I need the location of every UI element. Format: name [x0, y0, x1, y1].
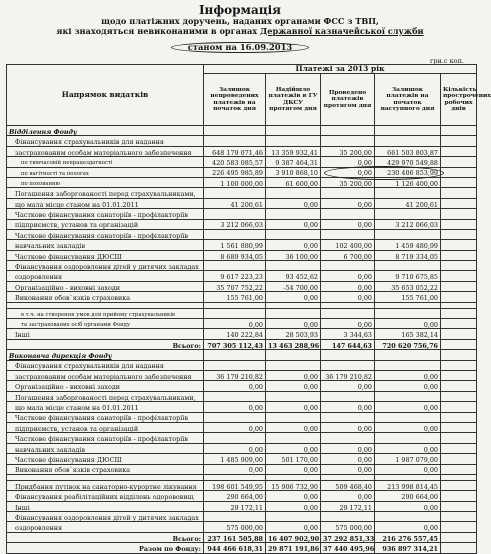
value-cell [321, 261, 375, 271]
value-cell [204, 209, 266, 219]
value-cell: 9 710 675,85 [375, 271, 441, 281]
value-cell [375, 188, 441, 198]
value-cell: 1 485 909,00 [204, 454, 266, 464]
value-cell: 29 172,11 [204, 501, 266, 511]
document-title: Інформація [198, 3, 282, 17]
value-cell [441, 198, 477, 208]
value-cell [441, 308, 477, 318]
row-label: підприємств, установ та організацій [7, 422, 204, 432]
empty-cell [321, 350, 375, 360]
empty-cell [266, 126, 321, 136]
value-cell [321, 512, 375, 522]
row-label: та застрахованих осіб органами Фонду [7, 319, 204, 329]
row-label: Фінансування оздоровлення дітей у дитячих закладах [7, 261, 204, 271]
value-cell: 3 212 066,03 [204, 219, 266, 229]
value-cell: 29 871 191,86 [266, 543, 321, 553]
row-label: застрахованим особам матеріального забезпечення [7, 146, 204, 156]
value-cell: 35 707 752,22 [204, 281, 266, 291]
value-cell: 9 617 223,23 [204, 271, 266, 281]
value-cell: 707 305 112,43 [204, 339, 266, 349]
value-cell: 0,00 [266, 464, 321, 474]
row-label: по похованню [7, 177, 204, 187]
value-cell: 0,00 [321, 319, 375, 329]
row-label: що мала місце станом на 01.01.2011 [7, 198, 204, 208]
value-cell: 155 761,00 [204, 292, 266, 302]
value-cell: 0,00 [375, 501, 441, 511]
column-header-end-balance: Залишок платежів на початок наступного дня [375, 74, 441, 126]
value-cell [441, 480, 477, 490]
value-cell [441, 209, 477, 219]
value-cell: 8 689 934,05 [204, 250, 266, 260]
value-cell: 8 719 334,05 [375, 250, 441, 260]
column-header-overdue-days: Кількість прострочених робочих днів [441, 74, 477, 126]
header-line-2-text: які знаходяться невиконаними в органах [56, 25, 261, 36]
table-row [7, 360, 477, 370]
value-cell [266, 433, 321, 443]
row-label: Разом по Фонду: [7, 543, 204, 553]
value-cell: 0,00 [266, 240, 321, 250]
value-cell: -54 700,00 [266, 281, 321, 291]
row-label: Часткове фінансування санаторіїв - профілакторіїв [7, 229, 204, 239]
row-label: Виконання обов`язків страховика [7, 464, 204, 474]
value-cell: 13 463 288,96 [266, 339, 321, 349]
value-cell [441, 370, 477, 380]
value-cell: 230 406 853,99 [375, 167, 441, 177]
row-label: оздоровлення [7, 522, 204, 532]
section-label: Виконавча дирекція Фонду [7, 350, 204, 360]
value-cell: 9 387 464,31 [266, 157, 321, 167]
row-label: Погашення заборгованості перед страхувальниками, [7, 188, 204, 198]
value-cell: 429 970 549,88 [375, 157, 441, 167]
value-cell: 0,00 [375, 381, 441, 391]
value-cell: 93 452,62 [266, 271, 321, 281]
value-cell [375, 433, 441, 443]
table-row [7, 480, 477, 490]
table-row [7, 491, 477, 501]
row-label: Придбання путівок на санаторно-курортне лікування [7, 480, 204, 490]
value-cell [441, 329, 477, 339]
value-cell: 575 000,00 [321, 522, 375, 532]
value-cell [375, 261, 441, 271]
value-cell: 0,00 [204, 443, 266, 453]
value-cell: 0,00 [321, 491, 375, 501]
value-cell [441, 188, 477, 198]
value-cell: 0,00 [204, 422, 266, 432]
row-label: Всього: [7, 532, 204, 542]
row-label: Фінансування страхувальників для надання [7, 136, 204, 146]
table-row [7, 329, 477, 339]
value-cell: 0,00 [321, 219, 375, 229]
value-cell: 290 664,00 [375, 491, 441, 501]
value-cell: 0,00 [266, 443, 321, 453]
value-cell [321, 308, 375, 318]
value-cell [441, 543, 477, 553]
row-label: застрахованим особам матеріального забезпечення [7, 370, 204, 380]
value-cell [375, 391, 441, 401]
empty-cell [204, 126, 266, 136]
value-cell: 1 459 480,99 [375, 240, 441, 250]
value-cell [321, 412, 375, 422]
value-cell: 36 100,00 [266, 250, 321, 260]
value-cell: 0,00 [375, 522, 441, 532]
value-cell: 720 620 756,76 [375, 339, 441, 349]
value-cell [441, 281, 477, 291]
value-cell [441, 402, 477, 412]
column-header-start-balance: Залишок непроведених платежів на початок дня [204, 74, 266, 126]
value-cell [441, 491, 477, 501]
value-cell [441, 229, 477, 239]
value-cell [266, 188, 321, 198]
row-label: навчальних закладів [7, 240, 204, 250]
section-row [7, 350, 477, 360]
row-label: навчальних закладів [7, 443, 204, 453]
value-cell [266, 209, 321, 219]
value-cell [441, 360, 477, 370]
value-cell [441, 319, 477, 329]
value-cell [204, 391, 266, 401]
document-header [0, 0, 480, 54]
value-cell [375, 412, 441, 422]
handwritten-oval-mark [324, 166, 444, 180]
row-label: в т.ч. на створення умов для прийому страхувальників [7, 308, 204, 318]
value-cell: 213 998 814,45 [375, 480, 441, 490]
value-cell [375, 209, 441, 219]
value-cell [441, 250, 477, 260]
value-cell [204, 512, 266, 522]
value-cell [441, 391, 477, 401]
table-row [7, 464, 477, 474]
value-cell [441, 501, 477, 511]
value-cell [266, 136, 321, 146]
value-cell: 0,00 [321, 422, 375, 432]
value-cell: 155 761,00 [375, 292, 441, 302]
value-cell [321, 188, 375, 198]
value-cell [204, 433, 266, 443]
value-cell [321, 433, 375, 443]
value-cell: 147 644,63 [321, 339, 375, 349]
value-cell: 0,00 [321, 167, 375, 177]
value-cell [204, 412, 266, 422]
value-cell: 648 179 071,46 [204, 146, 266, 156]
header-line-2 [0, 27, 480, 36]
table-row [7, 381, 477, 391]
payments-table [6, 64, 491, 554]
value-cell: 0,00 [204, 464, 266, 474]
value-cell [321, 209, 375, 219]
value-cell [375, 229, 441, 239]
row-label: Інші [7, 329, 204, 339]
value-cell: 15 906 732,90 [266, 480, 321, 490]
value-cell: 0,00 [321, 443, 375, 453]
value-cell: 36 179 210,82 [204, 370, 266, 380]
value-cell: 0,00 [266, 491, 321, 501]
value-cell [441, 292, 477, 302]
value-cell [266, 360, 321, 370]
value-cell [441, 422, 477, 432]
value-cell: 0,00 [266, 402, 321, 412]
value-cell [441, 433, 477, 443]
value-cell: 237 161 505,88 [204, 532, 266, 542]
value-cell [204, 308, 266, 318]
value-cell: 0,00 [375, 370, 441, 380]
value-cell: 1 126 400,00 [375, 177, 441, 187]
value-cell [375, 360, 441, 370]
row-label: Фінансування реабілітаційних відділень одорововищ [7, 491, 204, 501]
value-cell [375, 512, 441, 522]
column-header-received: Надійшло платежів в ГУ ДКСУ протягом дня [266, 74, 321, 126]
value-cell: 37 292 851,33 [321, 532, 375, 542]
value-cell: 0,00 [321, 464, 375, 474]
value-cell: 13 359 932,41 [266, 146, 321, 156]
value-cell: 0,00 [321, 292, 375, 302]
value-cell [441, 339, 477, 349]
value-cell: 0,00 [266, 219, 321, 229]
row-label: підприємств, установ та організацій [7, 219, 204, 229]
value-cell: 140 222,84 [204, 329, 266, 339]
row-label: Організаційно - виховні заходи [7, 281, 204, 291]
value-cell [441, 532, 477, 542]
value-cell [321, 360, 375, 370]
value-cell [204, 360, 266, 370]
total-row [7, 543, 477, 553]
value-cell [441, 240, 477, 250]
column-header-direction: Напрямок видатків [7, 65, 204, 126]
value-cell [441, 512, 477, 522]
value-cell [204, 136, 266, 146]
value-cell: 1 100 000,00 [204, 177, 266, 187]
value-cell: 0,00 [321, 402, 375, 412]
table-row [7, 443, 477, 453]
value-cell [441, 177, 477, 187]
value-cell [321, 229, 375, 239]
value-cell: 290 664,00 [204, 491, 266, 501]
table-row [7, 198, 477, 208]
value-cell [441, 381, 477, 391]
value-cell: 61 600,00 [266, 177, 321, 187]
value-cell: 0,00 [321, 454, 375, 464]
value-cell: 226 495 985,89 [204, 167, 266, 177]
value-cell: 0,00 [375, 443, 441, 453]
section-row [7, 126, 477, 136]
value-cell [441, 167, 477, 177]
value-cell: 0,00 [266, 198, 321, 208]
value-cell [441, 136, 477, 146]
value-cell: 35 653 052,22 [375, 281, 441, 291]
value-cell: 35 200,00 [321, 146, 375, 156]
row-label: Фінансування страхувальників для надання [7, 360, 204, 370]
value-cell: 41 200,61 [204, 198, 266, 208]
empty-cell [375, 350, 441, 360]
value-cell: 41 200,61 [375, 198, 441, 208]
value-cell: 28 503,93 [266, 329, 321, 339]
value-cell: 0,00 [204, 319, 266, 329]
value-cell [266, 308, 321, 318]
value-cell [441, 443, 477, 453]
header-line-1: щодо платіжних доручень, наданих органами ФСС з ТВП, [101, 16, 379, 27]
row-label: Часткове фінансування санаторіїв - профілакторіїв [7, 412, 204, 422]
value-cell: 944 466 618,31 [204, 543, 266, 553]
row-label: по тимчасовій непрацездатності [7, 157, 204, 167]
value-cell: 0,00 [266, 319, 321, 329]
table-row [7, 522, 477, 532]
value-cell: 3 344,63 [321, 329, 375, 339]
header-line-2-underlined: Державної казначейської служби [260, 25, 424, 36]
value-cell [321, 136, 375, 146]
value-cell [266, 512, 321, 522]
row-label: Фінансування оздоровлення дітей у дитячих закладах [7, 512, 204, 522]
empty-cell [266, 350, 321, 360]
table-row [7, 454, 477, 464]
row-label: по вагітності та пологах [7, 167, 204, 177]
value-cell [441, 464, 477, 474]
value-cell [266, 229, 321, 239]
table-row [7, 422, 477, 432]
row-label: Часткове фінансування санаторіїв - профілакторіїв [7, 433, 204, 443]
value-cell [266, 261, 321, 271]
row-label: Інші [7, 501, 204, 511]
column-header-processed: Проведено платежів протягом дня [321, 74, 375, 126]
value-cell [441, 454, 477, 464]
value-cell [204, 261, 266, 271]
value-cell [266, 412, 321, 422]
value-cell [441, 412, 477, 422]
column-group-header: Платежі за 2013 рік [204, 65, 477, 74]
value-cell: 0,00 [266, 501, 321, 511]
value-cell [441, 271, 477, 281]
table-row [7, 219, 477, 229]
value-cell: 0,00 [321, 271, 375, 281]
row-label: Погашення заборгованості перед страхувальниками, [7, 391, 204, 401]
row-label: оздоровлення [7, 271, 204, 281]
row-label: Часткове фінансування ДЮСШ [7, 250, 204, 260]
table-row [7, 209, 477, 219]
value-cell: 29 172,11 [321, 501, 375, 511]
table-row [7, 433, 477, 443]
value-cell: 37 440 495,96 [321, 543, 375, 553]
value-cell [266, 391, 321, 401]
value-cell: 36 179 210,82 [321, 370, 375, 380]
row-label: Організаційно - виховні заходи [7, 381, 204, 391]
report-date: станом на 16.09.2013 [171, 42, 310, 53]
value-cell [375, 308, 441, 318]
value-cell: 420 583 085,57 [204, 157, 266, 167]
empty-cell [441, 350, 477, 360]
value-cell: 0,00 [321, 198, 375, 208]
value-cell: 0,00 [375, 402, 441, 412]
row-label: Виконання обов`язків страховика [7, 292, 204, 302]
value-cell: 0,00 [321, 157, 375, 167]
table-row [7, 240, 477, 250]
value-cell: 509 468,40 [321, 480, 375, 490]
value-cell: 501 170,00 [266, 454, 321, 464]
table-row [7, 188, 477, 198]
table-row [7, 281, 477, 291]
empty-cell [441, 126, 477, 136]
table-row [7, 402, 477, 412]
value-cell: 661 503 803,87 [375, 146, 441, 156]
table-row [7, 391, 477, 401]
value-cell: 165 382,14 [375, 329, 441, 339]
value-cell: 216 276 557,45 [375, 532, 441, 542]
value-cell: 198 601 549,95 [204, 480, 266, 490]
value-cell: 16 407 902,90 [266, 532, 321, 542]
value-cell: 0,00 [375, 422, 441, 432]
table-row [7, 319, 477, 329]
value-cell: 0,00 [266, 422, 321, 432]
table-row [7, 308, 477, 318]
value-cell [441, 522, 477, 532]
value-cell [441, 261, 477, 271]
value-cell: 0,00 [266, 522, 321, 532]
value-cell: 0,00 [375, 319, 441, 329]
value-cell: 0,00 [266, 292, 321, 302]
value-cell: 3 212 066,03 [375, 219, 441, 229]
table-row [7, 146, 477, 156]
row-label: що мала місце станом на 01.01.2011 [7, 402, 204, 412]
value-cell [204, 188, 266, 198]
value-cell: 0,00 [204, 402, 266, 412]
table-row [7, 501, 477, 511]
value-cell: 0,00 [321, 281, 375, 291]
section-label: Відділення Фонду [7, 126, 204, 136]
row-label: Всього: [7, 339, 204, 349]
table-row [7, 370, 477, 380]
value-cell: 575 000,00 [204, 522, 266, 532]
empty-cell [375, 126, 441, 136]
table-row [7, 512, 477, 522]
table-row [7, 412, 477, 422]
table-row [7, 292, 477, 302]
row-label: Часткове фінансування ДЮСШ [7, 454, 204, 464]
value-cell [321, 391, 375, 401]
table-row [7, 271, 477, 281]
value-cell [204, 229, 266, 239]
value-cell: 35 200,00 [321, 177, 375, 187]
value-cell [441, 146, 477, 156]
value-cell [441, 219, 477, 229]
total-row [7, 339, 477, 349]
table-row [7, 229, 477, 239]
table-row [7, 136, 477, 146]
empty-cell [204, 350, 266, 360]
table-body [7, 126, 477, 554]
value-cell [441, 157, 477, 167]
total-row [7, 532, 477, 542]
value-cell: 0,00 [375, 464, 441, 474]
value-cell: 0,00 [321, 381, 375, 391]
value-cell: 0,00 [266, 370, 321, 380]
value-cell: 6 700,00 [321, 250, 375, 260]
currency-unit: грн.с коп. [429, 57, 464, 65]
row-label: Часткове фінансування санаторіїв - профілакторіїв [7, 209, 204, 219]
value-cell: 3 910 868,10 [266, 167, 321, 177]
value-cell: 1 561 880,99 [204, 240, 266, 250]
value-cell: 0,00 [266, 381, 321, 391]
value-cell: 936 897 314,21 [375, 543, 441, 553]
value-cell [375, 136, 441, 146]
value-cell: 102 400,00 [321, 240, 375, 250]
table-row [7, 261, 477, 271]
value-cell: 1 987 079,00 [375, 454, 441, 464]
table-row [7, 250, 477, 260]
value-cell: 0,00 [204, 381, 266, 391]
empty-cell [321, 126, 375, 136]
